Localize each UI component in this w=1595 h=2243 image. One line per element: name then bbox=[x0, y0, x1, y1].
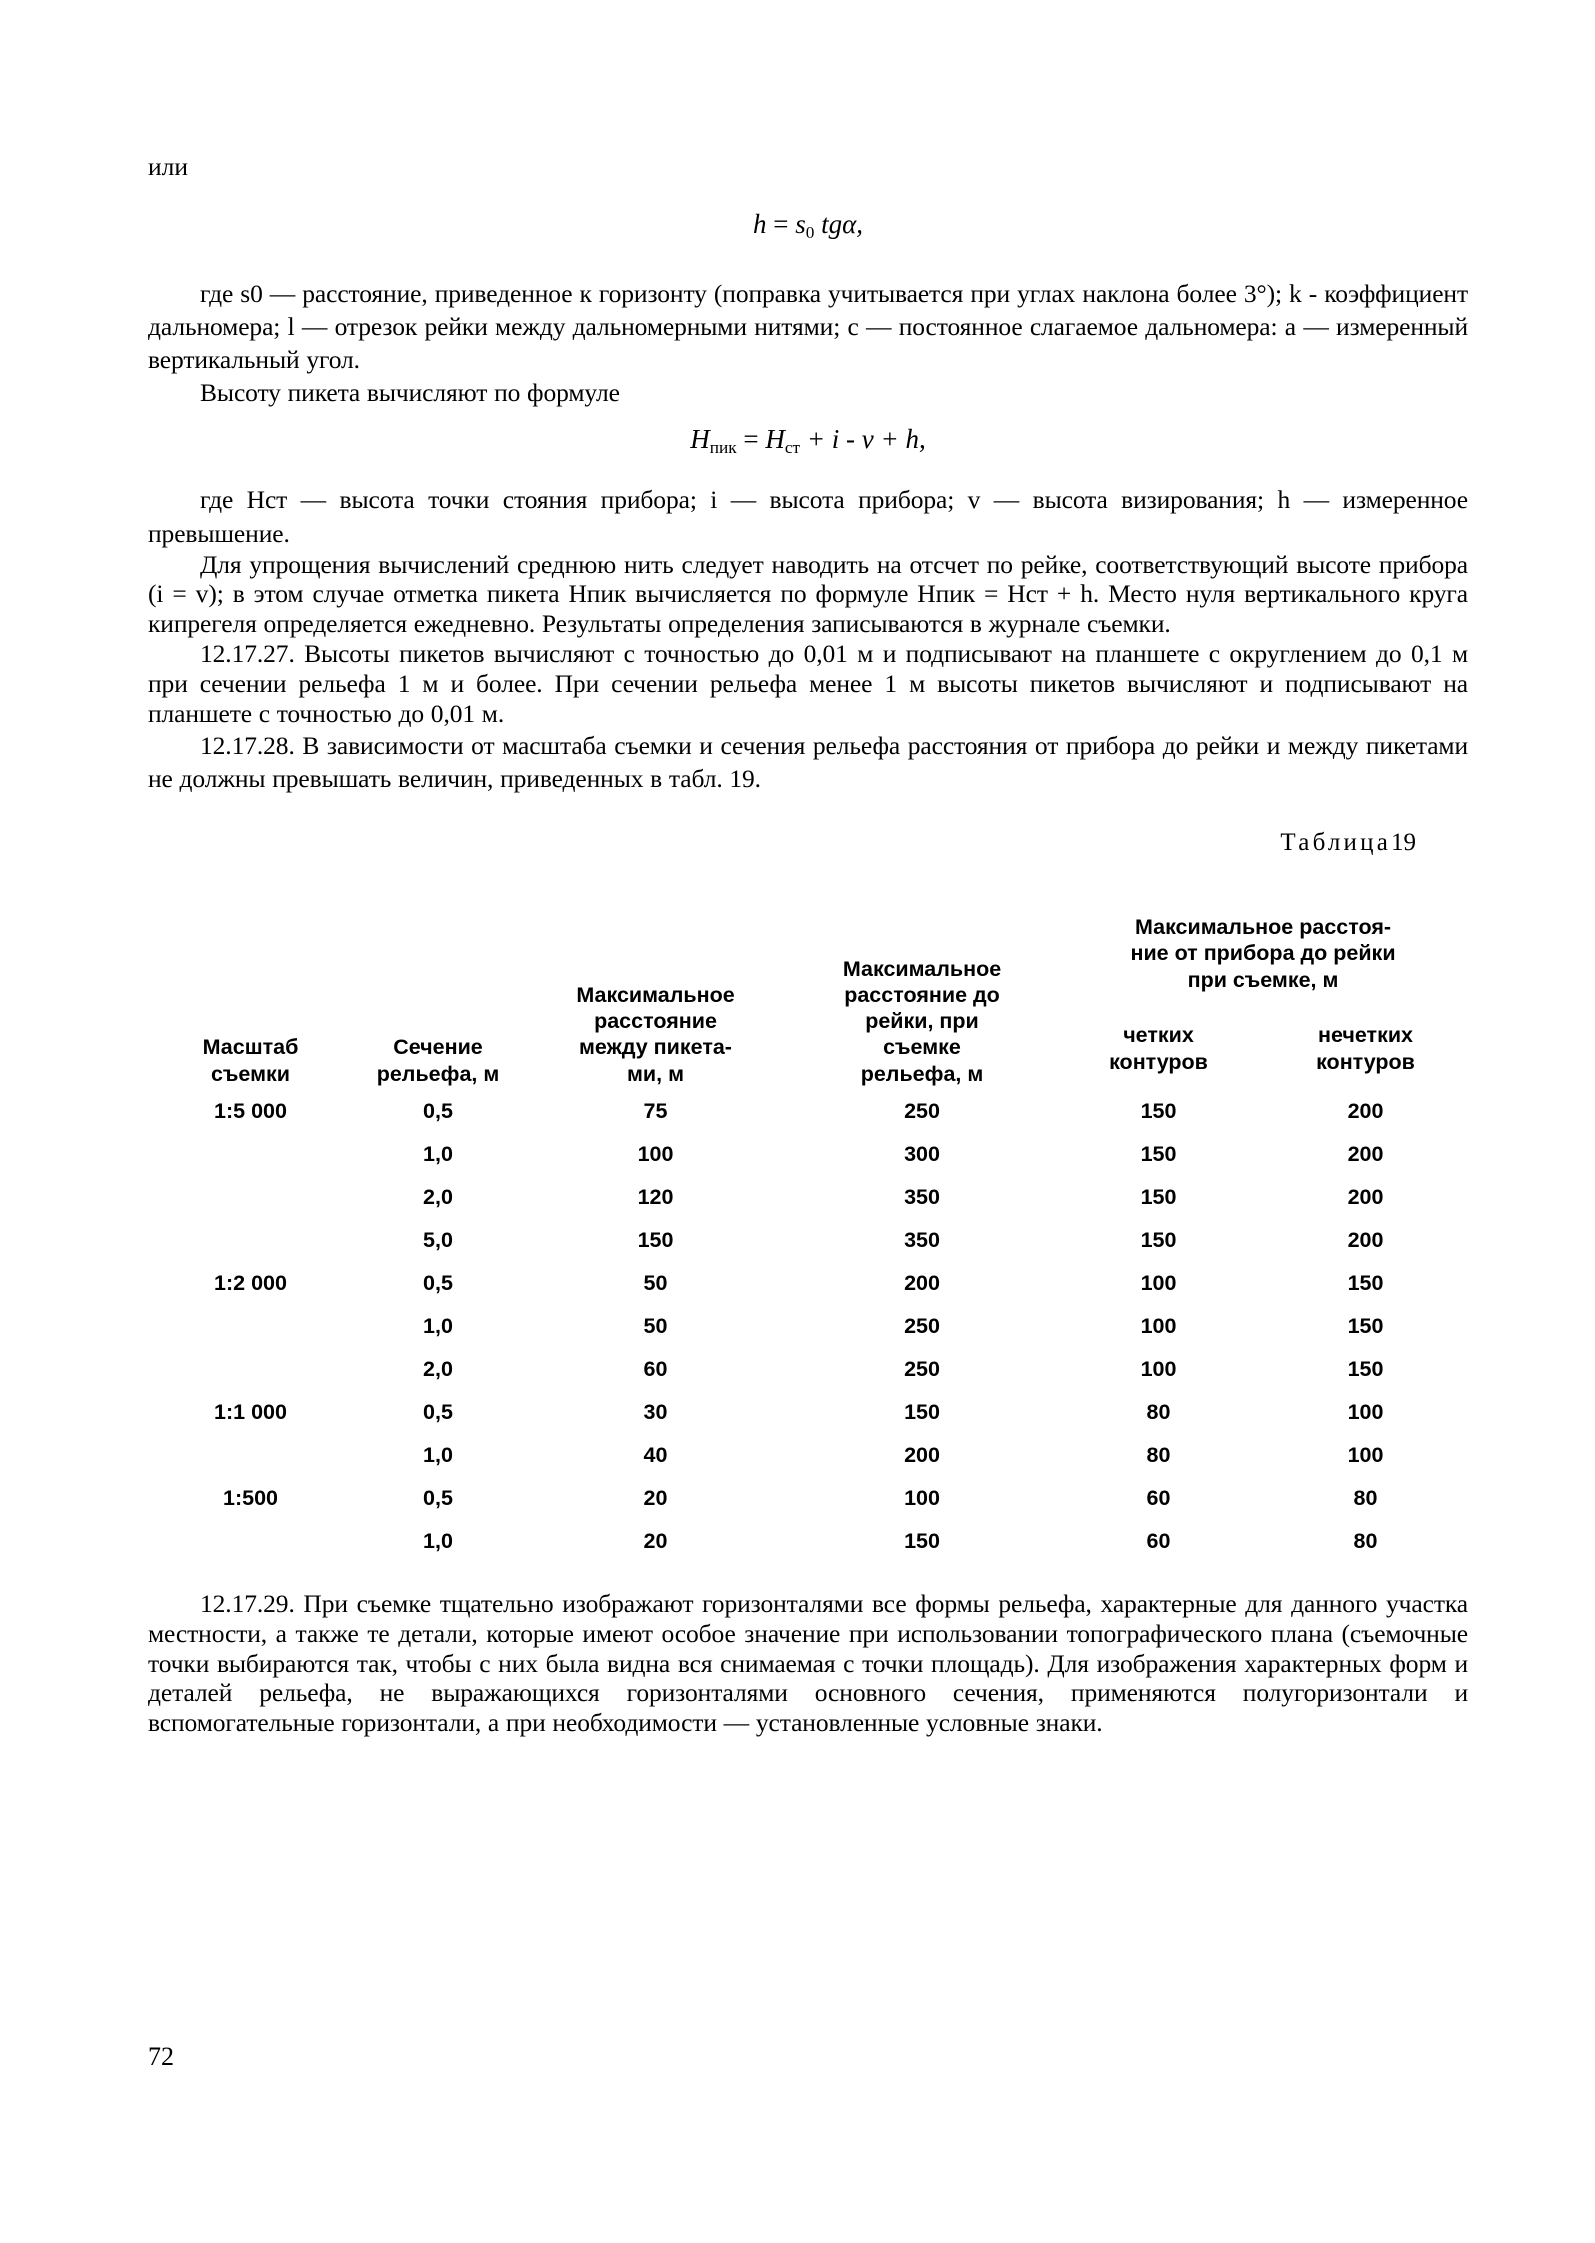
table-row bbox=[148, 1348, 1470, 1391]
header-unsharp-line2: контуров bbox=[1316, 1049, 1415, 1074]
header-relief-section bbox=[353, 871, 523, 1087]
cell-to-staff: 200 bbox=[904, 1270, 940, 1295]
cell-section: 1,0 bbox=[423, 1442, 453, 1467]
cell-sharp: 60 bbox=[1146, 1485, 1171, 1510]
formula2-lhs-base: H bbox=[690, 423, 710, 454]
header-scale bbox=[148, 871, 353, 1087]
cell-to-staff: 250 bbox=[904, 1098, 940, 1123]
table-caption-number: 19 bbox=[1391, 828, 1416, 856]
cell-sharp: 100 bbox=[1140, 1270, 1177, 1295]
table-row bbox=[148, 1219, 1470, 1262]
cell-unsharp: 80 bbox=[1353, 1528, 1378, 1553]
cell-sharp: 100 bbox=[1140, 1313, 1177, 1338]
cell-to-staff: 150 bbox=[904, 1528, 940, 1553]
table-19 bbox=[148, 871, 1470, 1563]
formula1-lhs: h bbox=[752, 209, 767, 240]
cell-section: 0,5 bbox=[423, 1098, 453, 1123]
table-row bbox=[148, 1305, 1470, 1348]
cell-section: 5,0 bbox=[423, 1227, 453, 1252]
cell-to-staff: 250 bbox=[904, 1313, 940, 1338]
cell-between-pickets: 30 bbox=[643, 1399, 668, 1424]
cell-sharp: 150 bbox=[1140, 1184, 1177, 1209]
table-row bbox=[148, 1087, 1470, 1133]
formula2-rhs-sub: ст bbox=[784, 437, 801, 457]
page-content bbox=[148, 150, 1468, 1738]
header-group-line1: Максимальное расстоя- bbox=[1134, 915, 1392, 940]
cell-section: 0,5 bbox=[423, 1399, 453, 1424]
cell-unsharp: 200 bbox=[1347, 1098, 1384, 1123]
cell-sharp: 150 bbox=[1140, 1227, 1177, 1252]
cell-to-staff: 300 bbox=[904, 1141, 940, 1166]
table-header bbox=[148, 871, 1470, 1087]
cell-between-pickets: 40 bbox=[643, 1442, 668, 1467]
table-row bbox=[148, 1477, 1470, 1520]
header-group-instrument-to-staff bbox=[1056, 871, 1470, 999]
paragraph-simplification: Для упрощения вычислений среднюю нить следует наводить на отсчет по рейке, соответствующий высоте прибора (i = v); в этом случае отметка пикета Hпик вычисляется по формуле Hпик = Hст + h. Место нуля вертикального круга кипрегеля определяется ежедневно. Результаты определения записываются в журнале съемки. bbox=[148, 549, 1468, 639]
cell-scale: 1:5 000 bbox=[214, 1098, 287, 1123]
cell-scale: 1:500 bbox=[223, 1485, 278, 1510]
cell-section: 0,5 bbox=[423, 1485, 453, 1510]
cell-scale: 1:2 000 bbox=[214, 1270, 287, 1295]
cell-scale bbox=[148, 1305, 353, 1348]
table-row bbox=[148, 1262, 1470, 1305]
header-to-staff-line1: Максимальное bbox=[842, 956, 1002, 981]
formula1-equals: = bbox=[773, 209, 789, 240]
header-between-pickets-line4: ми, м bbox=[627, 1061, 684, 1086]
cell-section: 2,0 bbox=[423, 1184, 453, 1209]
formula-h-pik bbox=[148, 424, 1468, 458]
cell-section: 1,0 bbox=[423, 1528, 453, 1553]
cell-to-staff: 100 bbox=[904, 1485, 940, 1510]
cell-section: 1,0 bbox=[423, 1141, 453, 1166]
header-to-staff-line2: расстояние до bbox=[844, 983, 1000, 1008]
cell-unsharp: 150 bbox=[1347, 1313, 1384, 1338]
cell-unsharp: 200 bbox=[1347, 1227, 1384, 1252]
formula1-tail: tgα, bbox=[821, 209, 864, 240]
header-scale-line2: съемки bbox=[211, 1061, 290, 1086]
header-to-staff-line3: рейки, при bbox=[865, 1009, 979, 1034]
cell-scale bbox=[148, 1133, 353, 1176]
cell-between-pickets: 50 bbox=[643, 1270, 668, 1295]
header-relief-section-line2: рельефа, м bbox=[376, 1061, 500, 1086]
table-caption bbox=[148, 829, 1468, 857]
header-group-line2: ние от прибора до рейки bbox=[1130, 941, 1396, 966]
table-row bbox=[148, 1434, 1470, 1477]
paragraph-12-17-28: 12.17.28. В зависимости от масштаба съемки и сечения рельефа расстояния от прибора до рейки и между пикетами не должны превышать величин, приведенных в табл. 19. bbox=[148, 730, 1468, 793]
cell-unsharp: 100 bbox=[1347, 1399, 1384, 1424]
cell-between-pickets: 20 bbox=[643, 1485, 668, 1510]
cell-unsharp: 200 bbox=[1347, 1141, 1384, 1166]
cell-section: 2,0 bbox=[423, 1356, 453, 1381]
cell-to-staff: 350 bbox=[904, 1184, 940, 1209]
cell-between-pickets: 50 bbox=[643, 1313, 668, 1338]
cell-scale bbox=[148, 1434, 353, 1477]
lead-word: или bbox=[148, 152, 189, 181]
cell-scale bbox=[148, 1520, 353, 1563]
header-between-pickets-line1: Максимальное bbox=[576, 983, 735, 1008]
formula1-rhs-sub: 0 bbox=[805, 222, 815, 242]
header-between-pickets-line2: расстояние bbox=[594, 1009, 717, 1034]
table-row bbox=[148, 1176, 1470, 1219]
cell-between-pickets: 150 bbox=[637, 1227, 674, 1252]
cell-scale bbox=[148, 1219, 353, 1262]
cell-unsharp: 80 bbox=[1353, 1485, 1378, 1510]
paragraph-picket-height-intro: Высоту пикета вычисляют по формуле bbox=[200, 378, 620, 408]
table-row bbox=[148, 1133, 1470, 1176]
cell-to-staff: 350 bbox=[904, 1227, 940, 1252]
cell-sharp: 100 bbox=[1140, 1356, 1177, 1381]
header-scale-line1: Масштаб bbox=[202, 1035, 299, 1060]
paragraph-where-hst: где Hст — высота точки стояния прибора; i — высота прибора; v — высота визирования; h — измеренное превышение. bbox=[148, 485, 1468, 548]
cell-between-pickets: 100 bbox=[637, 1141, 674, 1166]
paragraph-12-17-29: 12.17.29. При съемке тщательно изображают горизонталями все формы рельефа, характерные для данного участка местности, а также те детали, которые имеют особое значение при использовании топографического плана (съемочные точки выбираются так, чтобы с них была видна вся снимаемая с точки площадь). Для изображения характерных форм и деталей рельефа, не выражающихся горизонталями основного сечения, применяются полугоризонтали и вспомогательные горизонтали, а при необходимости — установленные условные знаки. bbox=[148, 1588, 1468, 1738]
cell-sharp: 150 bbox=[1140, 1098, 1177, 1123]
formula2-lhs-sub: пик bbox=[709, 437, 737, 457]
cell-between-pickets: 60 bbox=[643, 1356, 668, 1381]
header-to-staff-line4: съемке bbox=[883, 1035, 961, 1060]
cell-unsharp: 150 bbox=[1347, 1356, 1384, 1381]
cell-unsharp: 100 bbox=[1347, 1442, 1384, 1467]
table-row bbox=[148, 1391, 1470, 1434]
paragraph-where-s0: где s0 — расстояние, приведенное к горизонту (поправка учитывается при углах наклона более 3°); k - коэффициент дальномера; l — отрезок рейки между дальномерными нитями; c — постоянное слагаемое дальномера: a — измеренный вертикальный угол. bbox=[148, 278, 1468, 375]
cell-section: 1,0 bbox=[423, 1313, 453, 1338]
formula-h-equals-s0-tg-alpha bbox=[148, 209, 1468, 243]
paragraph-12-17-27: 12.17.27. Высоты пикетов вычисляют с точностью до 0,01 м и подписывают на планшете с округлением до 0,1 м при сечении рельефа 1 м и более. При сечении рельефа менее 1 м высоты пикетов вычисляют и подписывают на планшете с точностью до 0,01 м. bbox=[148, 639, 1468, 728]
formula2-rhs-base: H bbox=[765, 423, 785, 454]
header-sharp-line2: контуров bbox=[1109, 1049, 1208, 1074]
header-group-line3: при съемке, м bbox=[1187, 967, 1339, 992]
header-unsharp-contours bbox=[1261, 999, 1470, 1087]
cell-unsharp: 200 bbox=[1347, 1184, 1384, 1209]
table-caption-word: Таблица bbox=[1280, 828, 1391, 856]
table-row bbox=[148, 1520, 1470, 1563]
cell-to-staff: 150 bbox=[904, 1399, 940, 1424]
header-unsharp-line1: нечетких bbox=[1317, 1023, 1414, 1048]
cell-sharp: 80 bbox=[1146, 1399, 1171, 1424]
header-to-staff-line5: рельефа, м bbox=[860, 1061, 984, 1086]
formula1-rhs-base: s bbox=[795, 209, 806, 240]
header-between-pickets-line3: между пикета- bbox=[579, 1035, 732, 1060]
header-relief-section-line1: Сечение bbox=[393, 1035, 483, 1060]
page-number: 72 bbox=[148, 2042, 174, 2071]
formula2-equals: = bbox=[743, 423, 759, 454]
header-sharp-contours bbox=[1056, 999, 1261, 1087]
header-sharp-line1: четких bbox=[1123, 1023, 1194, 1048]
cell-between-pickets: 75 bbox=[643, 1098, 668, 1123]
cell-to-staff: 250 bbox=[904, 1356, 940, 1381]
header-max-distance-to-staff bbox=[788, 871, 1056, 1087]
cell-scale: 1:1 000 bbox=[214, 1399, 287, 1424]
cell-between-pickets: 20 bbox=[643, 1528, 668, 1553]
cell-sharp: 80 bbox=[1146, 1442, 1171, 1467]
header-row-main bbox=[148, 871, 1470, 999]
formula2-tail: + i - v + h, bbox=[806, 423, 926, 454]
table-body bbox=[148, 1087, 1470, 1563]
cell-sharp: 60 bbox=[1146, 1528, 1171, 1553]
cell-to-staff: 200 bbox=[904, 1442, 940, 1467]
cell-unsharp: 150 bbox=[1347, 1270, 1384, 1295]
cell-scale bbox=[148, 1176, 353, 1219]
cell-between-pickets: 120 bbox=[637, 1184, 674, 1209]
cell-section: 0,5 bbox=[423, 1270, 453, 1295]
cell-scale bbox=[148, 1348, 353, 1391]
header-max-distance-between-pickets bbox=[523, 871, 788, 1087]
cell-sharp: 150 bbox=[1140, 1141, 1177, 1166]
